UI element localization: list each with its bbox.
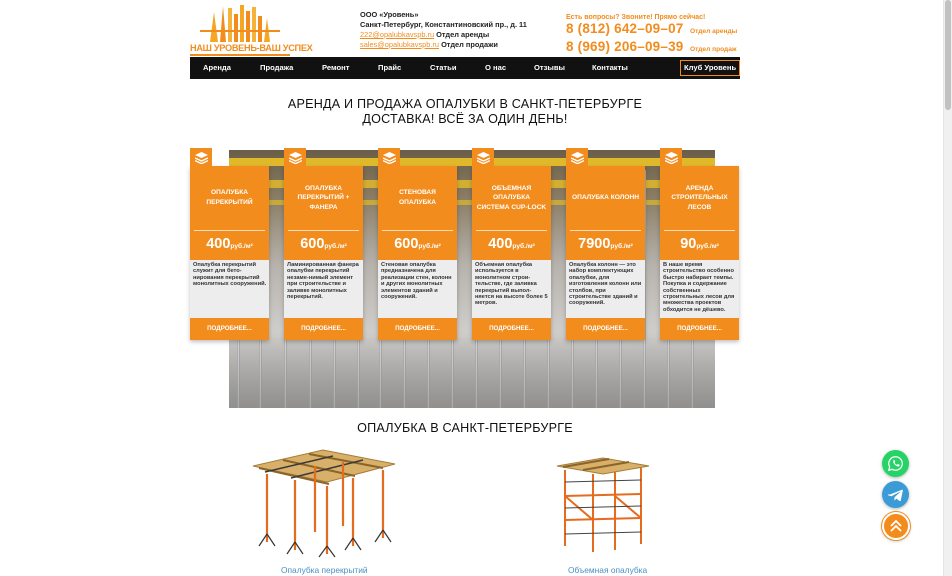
nav-item-repair[interactable]: Ремонт: [322, 63, 350, 72]
logo-text: НАШ УРОВЕНЬ-ВАШ УСПЕХ: [190, 43, 313, 53]
card-price-unit: руб./м²: [696, 243, 719, 250]
photo-floor: [229, 338, 715, 408]
card-price: [190, 235, 269, 253]
card-price-unit: руб./м²: [230, 243, 253, 250]
nav-item-rent[interactable]: Аренда: [203, 63, 231, 72]
price-card[interactable]: [284, 166, 363, 340]
card-price-value: 600: [394, 236, 419, 252]
telegram-button[interactable]: [882, 481, 909, 508]
card-title: ОПАЛУБКА КОЛОНН: [566, 166, 645, 230]
card-price: [284, 235, 363, 253]
logo[interactable]: [190, 4, 313, 56]
nav-item-contacts[interactable]: Контакты: [592, 63, 628, 72]
page-scrollbar[interactable]: [943, 0, 952, 576]
whatsapp-button[interactable]: [882, 450, 909, 477]
card-divider: [194, 230, 265, 231]
card-more-button[interactable]: ПОДРОБНЕЕ...: [472, 318, 551, 340]
nav-club-button[interactable]: Клуб Уровень: [680, 60, 740, 76]
card-description: В наше время строительство особенно быстро набирает темпы. Покупка и содержание собственных строительных лесов для множества проектов обходится не дёшево.: [663, 262, 735, 313]
card-description: Объемная опалубка используется в монолитном строи-тельстве, где заливка перекрытий выпол-няется на высоте более 5 метров.: [475, 262, 548, 307]
card-price: [660, 235, 739, 253]
card-more-button[interactable]: ПОДРОБНЕЕ...: [190, 318, 269, 340]
card-price-value: 600: [300, 236, 325, 252]
section-title: ОПАЛУБКА В САНКТ-ПЕТЕРБУРГЕ: [357, 421, 573, 435]
card-title: ОБЪЕМНАЯ ОПАЛУБКА СИСТЕМА CUP-LOCK: [472, 166, 551, 230]
card-price: [378, 235, 457, 253]
card-divider: [382, 230, 453, 231]
card-more-button[interactable]: ПОДРОБНЕЕ...: [378, 318, 457, 340]
layers-icon: [378, 148, 400, 167]
card-price-unit: руб./м²: [418, 243, 441, 250]
hero-title: [190, 97, 740, 127]
nav-item-reviews[interactable]: Отзывы: [534, 63, 566, 72]
product-link[interactable]: Объемная опалубка: [568, 565, 648, 575]
card-price-value: 400: [206, 236, 231, 252]
nav-item-articles[interactable]: Статьи: [430, 63, 457, 72]
company-info: [360, 10, 527, 50]
building-logo-icon: [190, 4, 290, 44]
company-address: Санкт-Петербург, Константиновский пр., д. 11: [360, 20, 527, 29]
layers-icon: [190, 148, 212, 167]
phone-rent-dept: Отдел аренды: [689, 28, 738, 35]
card-more-button[interactable]: ПОДРОБНЕЕ...: [284, 318, 363, 340]
price-card[interactable]: [566, 166, 645, 340]
scroll-up-icon: [889, 519, 903, 533]
email-sales-line: [360, 40, 527, 50]
email-rent-dept: Отдел аренды: [436, 30, 490, 39]
email-rent-link[interactable]: 222@opalubkavspb.ru: [360, 30, 435, 39]
card-price-value: 7900: [578, 236, 611, 252]
scrollbar-thumb[interactable]: [945, 0, 951, 110]
layers-icon: [660, 148, 682, 167]
phone-sales[interactable]: 8 (969) 206–09–39: [566, 39, 684, 54]
slab-formwork-image[interactable]: [243, 446, 403, 558]
card-price: [566, 235, 645, 253]
card-divider: [476, 230, 547, 231]
card-price-unit: руб./м²: [512, 243, 535, 250]
card-more-button[interactable]: ПОДРОБНЕЕ...: [566, 318, 645, 340]
cuplock-formwork-image[interactable]: [553, 456, 653, 556]
whatsapp-icon: [887, 455, 904, 472]
logo-underline: [190, 54, 290, 56]
telegram-icon: [888, 487, 904, 503]
nav-item-about[interactable]: О нас: [485, 63, 507, 72]
phone-sales-line: [566, 39, 737, 57]
contacts-ask: Есть вопросы? Звоните! Прямо сейчас!: [566, 14, 706, 21]
nav-item-price[interactable]: Прайс: [378, 63, 402, 72]
card-description: Опалубка перекрытий служит для бето-нирования перекрытий монолитных сооружений.: [193, 262, 267, 288]
email-sales-dept: Отдел продажи: [441, 40, 498, 49]
hero-title-line2: ДОСТАВКА! ВСЁ ЗА ОДИН ДЕНЬ!: [362, 112, 568, 126]
card-title: СТЕНОВАЯ ОПАЛУБКА: [378, 166, 457, 230]
hero-title-line1: АРЕНДА И ПРОДАЖА ОПАЛУБКИ В САНКТ-ПЕТЕРБУРГЕ: [287, 97, 643, 111]
price-card[interactable]: [378, 166, 457, 340]
card-price-unit: руб./м²: [610, 243, 633, 250]
phone-rent[interactable]: 8 (812) 642–09–07: [566, 21, 684, 36]
phone-sales-dept: Отдел продаж: [689, 46, 737, 53]
card-price-unit: руб./м²: [324, 243, 347, 250]
card-price-value: 400: [488, 236, 513, 252]
card-description: Опалубка колонн — это набор комплектующих опалубки, для изготовления колонн или столбов, при строительстве зданий и сооружений.: [569, 262, 642, 307]
card-price-value: 90: [680, 236, 697, 252]
site-header: [190, 4, 740, 56]
card-title: ОПАЛУБКА ПЕРЕКРЫТИЙ + ФАНЕРА: [284, 166, 363, 230]
card-title: АРЕНДА СТРОИТЕЛЬНЫХ ЛЕСОВ: [660, 166, 739, 230]
card-divider: [570, 230, 641, 231]
email-rent-line: [360, 30, 527, 40]
layers-icon: [472, 148, 494, 167]
phone-rent-line: [566, 21, 737, 39]
card-price: [472, 235, 551, 253]
company-name: ООО «Уровень»: [360, 10, 419, 19]
card-divider: [288, 230, 359, 231]
email-sales-link[interactable]: sales@opalubkavspb.ru: [360, 40, 439, 49]
price-card[interactable]: [190, 166, 269, 340]
nav-item-sale[interactable]: Продажа: [260, 63, 294, 72]
card-description: Стеновая опалубка предназначена для реализации стен, колонн и других монолитных элементов зданий и сооружений.: [381, 262, 452, 301]
layers-icon: [284, 148, 306, 167]
card-description: Ламинированная фанера опалубки перекрытий незаме-нимый элемент при строительстве и заливке монолитных перекрытий.: [287, 262, 359, 301]
layers-icon: [566, 148, 588, 167]
scroll-up-button[interactable]: [882, 512, 910, 540]
card-more-button[interactable]: ПОДРОБНЕЕ...: [660, 318, 739, 340]
contacts-block: [566, 14, 737, 57]
card-divider: [664, 230, 735, 231]
card-title: ОПАЛУБКА ПЕРЕКРЫТИЙ: [190, 166, 269, 230]
price-card[interactable]: [660, 166, 739, 340]
main-nav: [190, 57, 740, 79]
price-card[interactable]: [472, 166, 551, 340]
product-link[interactable]: Опалубка перекрытий: [281, 565, 368, 575]
